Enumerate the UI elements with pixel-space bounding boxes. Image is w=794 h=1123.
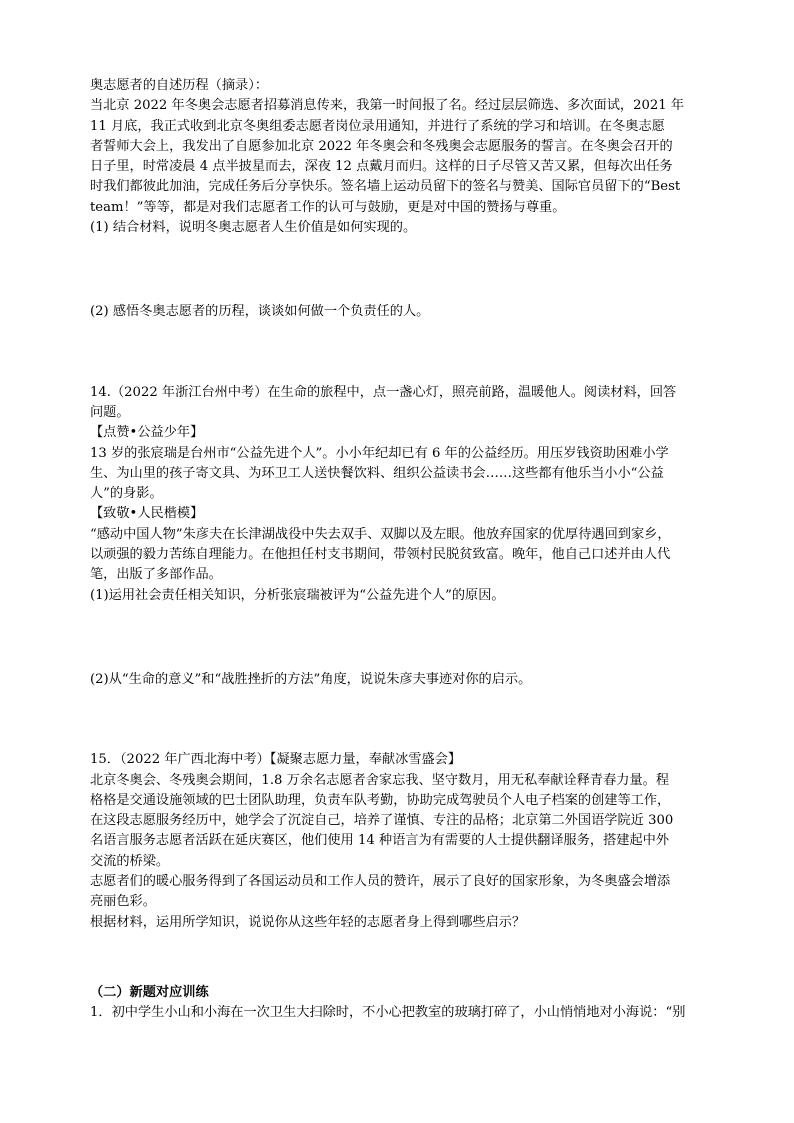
paragraph-line: 时我们都彼此加油，完成任务后分享快乐。签名墙上运动员留下的签名与赞美、国际官员留下的“Best (90, 179, 681, 195)
paragraph-line: 者誓师大会上，我发出了自愿参加北京 2022 年冬奥会和冬残奥会志愿服务的誓言。在冬奥会召开的 (90, 138, 673, 154)
q14-heading-1: 【点赞•公益少年】 (90, 425, 204, 441)
stem-line: 14.（2022 年浙江台州中考）在生命的旅程中，点一盏心灯，照亮前路，温暖他人。阅读材料，回答 (90, 384, 677, 400)
paragraph-line: 北京冬奥会、冬残奥会期间，1.8 万余名志愿者舍家忘我、坚守数月，用无私奉献诠释青春力量。程 (90, 772, 670, 788)
q15-material-2 (90, 872, 708, 913)
answer-space (90, 238, 708, 302)
paragraph-line: team！”等等，都是对我们志愿者工作的认可与鼓励，更是对中国的赞扬与尊重。 (90, 199, 566, 215)
paragraph-line: 亮丽色彩。 (90, 894, 156, 910)
section2-q1: 1．初中学生小山和小海在一次卫生大扫除时，不小心把教室的玻璃打碎了，小山悄悄地对小海说：“别 (90, 1005, 686, 1021)
paragraph-line: 笔，出版了多部作品。 (90, 567, 222, 583)
q13-intro: 奥志愿者的自述历程（摘录）： (90, 78, 269, 93)
answer-space (90, 690, 708, 750)
q14-heading-2: 【致敬•人民楷模】 (90, 506, 204, 522)
q13-subquestion-2: (2) 感悟冬奥志愿者的历程，谈谈如何做一个负责任的人。 (90, 304, 430, 320)
document-page (90, 76, 708, 1024)
q14-material-1 (90, 444, 708, 505)
paragraph-line: 日子里，时常凌晨 4 点半披星而去，深夜 12 点戴月而归。这样的日子尽管又苦又累，但每次出任务 (90, 159, 673, 175)
q13-material (90, 96, 708, 218)
answer-space (90, 606, 708, 670)
paragraph-line: 名语言服务志愿者活跃在延庆赛区，他们使用 14 种语言为有需要的人士提供翻译服务，搭建起中外 (90, 833, 670, 849)
paragraph-line: 生、为山里的孩子寄文具、为环卫工人送快餐饮料、组织公益读书会……这些都有他乐当小小“公益 (90, 465, 664, 481)
paragraph-line: 当北京 2022 年冬奥会志愿者招募消息传来，我第一时间报了名。经过层层筛选、多次面试，2021 年 (90, 98, 685, 114)
paragraph-line: 13 岁的张宸瑞是台州市“公益先进个人”。小小年纪却已有 6 年的公益经历。用压岁钱资助困难小学 (90, 445, 669, 461)
paragraph-line: 11 月底，我正式收到北京冬奥组委志愿者岗位录用通知，并进行了系统的学习和培训。在冬奥志愿 (90, 118, 665, 134)
paragraph-line: “感动中国人物”朱彦夫在长津湖战役中失去双手、双脚以及左眼。他放弃国家的优厚待遇回到家乡， (90, 526, 671, 542)
paragraph-line: 以顽强的毅力苦练自理能力。在他担任村支书期间，带领村民脱贫致富。晚年，他自己口述并由人代 (90, 547, 671, 563)
q15-material-1 (90, 771, 708, 872)
answer-space (90, 323, 708, 383)
q14-subquestion-2: (2)从“生命的意义”和“战胜挫折的方法”角度，说说朱彦夫事迹对你的启示。 (90, 671, 532, 687)
q15-stem: 15．（2022 年广西北海中考）【凝聚志愿力量，奉献冰雪盛会】 (90, 752, 462, 768)
paragraph-line: 在这段志愿服务经历中，她学会了沉淀自己，培养了谨慎、专注的品格；北京第二外国语学院近 300 (90, 813, 674, 829)
section-heading: （二）新题对应训练 (90, 984, 209, 1000)
stem-line: 问题。 (90, 404, 130, 420)
q13-subquestion-1: (1) 结合材料，说明冬奥志愿者人生价值是如何实现的。 (90, 220, 417, 236)
answer-space (90, 933, 708, 983)
paragraph-line: 人”的身影。 (90, 486, 163, 502)
q14-material-2 (90, 525, 708, 586)
paragraph-line: 格格是交通设施领域的巴士团队助理，负责车队考勤，协助完成驾驶员个人电子档案的创建等工作， (90, 792, 671, 808)
paragraph-line: 志愿者们的暖心服务得到了各国运动员和工作人员的赞许，展示了良好的国家形象，为冬奥盛会增添 (90, 874, 671, 890)
paragraph-line: 交流的桥梁。 (90, 853, 170, 869)
q14-subquestion-1: (1)运用社会责任相关知识，分析张宸瑞被评为“公益先进个人”的原因。 (90, 587, 505, 603)
q14-stem (90, 383, 708, 424)
q15-question: 根据材料，运用所学知识，说说你从这些年轻的志愿者身上得到哪些启示？ (90, 914, 526, 930)
